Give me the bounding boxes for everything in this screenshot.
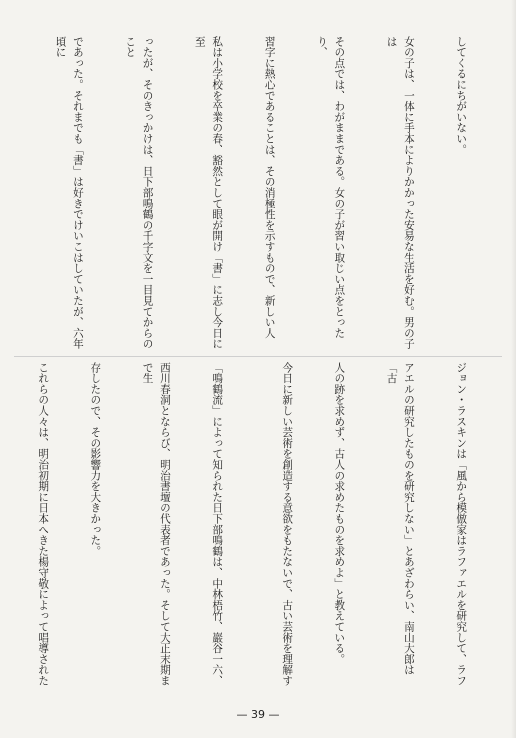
text-line: 私は小学校を卒業の春、豁然として眼が開け「書」に志し今日に至 <box>193 36 224 350</box>
text-column-upper-right <box>260 36 504 354</box>
text-line: 今日に新しい芸術を創造する意欲をもたないで、古い芸術を理解す <box>281 362 294 686</box>
page-number: — 39 — <box>236 708 280 721</box>
text-line: 西川春洞とならび、明治書壇の代表者であった。そして大正末期まで生 <box>141 362 171 686</box>
scan-edge-shadow <box>511 0 516 738</box>
text-line: 習字に熱心であることは、その消極性を示すもので、新しい人 <box>263 36 276 339</box>
text-line: アエルの研究したものを研究しない」とあざわらい、南山大郎は「古 <box>385 362 415 676</box>
text-line: であった。それまでも「書」は好きでけいこはしていたが、六年頃に <box>54 36 84 350</box>
text-line: 女の子は、一体に手本によりかかった安易な生活を好む。男の子は <box>385 36 415 350</box>
text-column-lower-right <box>260 362 504 694</box>
text-line: ジョン・ラスキンは「風から模倣家はラファエルを研究して、ラフ <box>455 362 468 686</box>
text-line: 人の跡を求めず、古人の求めたものを求めよ」と教えている。 <box>333 362 346 665</box>
text-line: 存したので、その影響力を大きかった。 <box>89 362 102 557</box>
text-column-upper-left <box>16 36 260 354</box>
text-line: その点では、わがままである。女の子が習い取じい点をとったり、 <box>315 36 346 339</box>
text-line: これらの人々は、明治初期に日本へきた楊守敬によって唱導された <box>37 362 50 686</box>
text-line: 「鳴鶴流」によって知られた日下部鳴鶴は、中林梧竹、巖谷一六、 <box>211 362 224 686</box>
column-divider <box>14 356 502 357</box>
text-line: してくるにちがいない。 <box>455 36 468 155</box>
text-column-lower-left <box>16 362 260 694</box>
text-line: ったが、そのきっかけは、日下部鳴鶴の千字文を一目見てからのこと <box>124 36 154 350</box>
